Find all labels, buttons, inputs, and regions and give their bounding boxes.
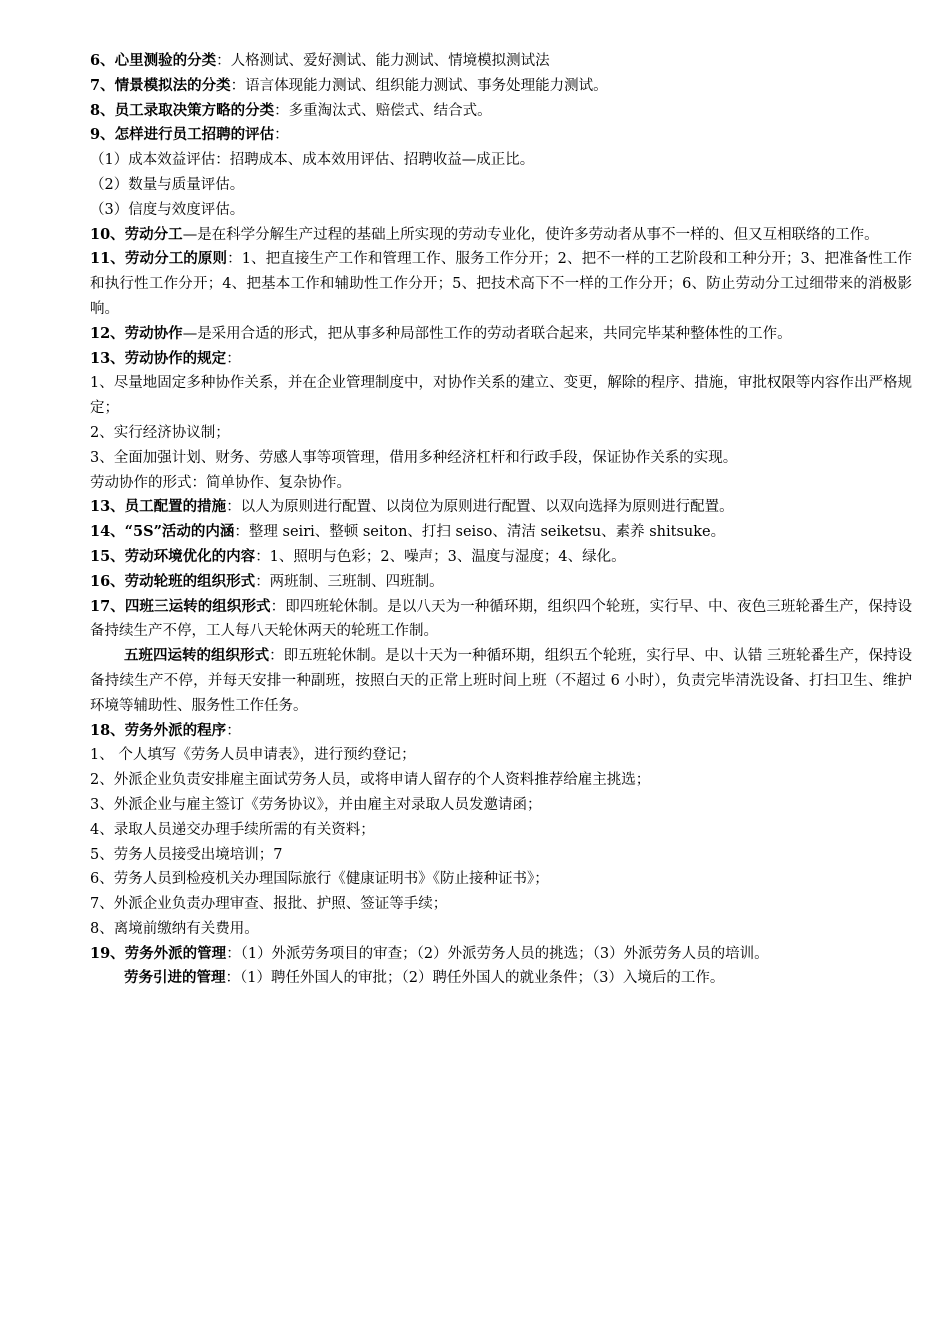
paragraph-text: ：（1）外派劳务项目的审查；（2）外派劳务人员的挑选；（3）外派劳务人员的培训。 bbox=[226, 945, 769, 962]
paragraph-text: 劳动协作的形式：简单协作、复杂协作。 bbox=[90, 474, 351, 491]
paragraph-text: 3、全面加强计划、财务、劳感人事等项管理，借用多种经济杠杆和行政手段，保证协作关系的实现。 bbox=[90, 449, 738, 466]
paragraph-text: ： bbox=[226, 722, 241, 739]
paragraph-term: 16、劳动轮班的组织形式 bbox=[90, 572, 256, 590]
paragraph-text: ：两班制、三班制、四班制。 bbox=[255, 573, 444, 590]
paragraph-text: （1）成本效益评估：招聘成本、成本效用评估、招聘收益—成正比。 bbox=[90, 152, 535, 169]
paragraph-i13c bbox=[90, 446, 912, 471]
paragraph-i18 bbox=[90, 719, 912, 744]
paragraph-term: 12、劳动协作 bbox=[90, 324, 183, 342]
paragraph-i12 bbox=[90, 322, 912, 347]
paragraph-i6 bbox=[90, 49, 912, 74]
paragraph-text: 4、录取人员递交办理手续所需的有关资料； bbox=[90, 821, 375, 838]
paragraph-i13d bbox=[90, 471, 912, 496]
paragraph-term: 13、劳动协作的规定 bbox=[90, 349, 227, 367]
paragraph-i13 bbox=[90, 347, 912, 372]
paragraph-term: 14、“5S”活动的内涵 bbox=[90, 523, 235, 541]
paragraph-text: ： bbox=[274, 127, 289, 144]
paragraph-i18h bbox=[90, 917, 912, 942]
paragraph-i16 bbox=[90, 570, 912, 595]
paragraph-i9a bbox=[90, 148, 912, 173]
paragraph-i17 bbox=[90, 595, 912, 645]
paragraph-text: ：整理 seiri、整顿 seiton、打扫 seiso、清洁 seiketsu、素养 shitsuke。 bbox=[234, 524, 726, 541]
paragraph-i19 bbox=[90, 942, 912, 967]
paragraph-i9 bbox=[90, 123, 912, 148]
paragraph-term: 9、怎样进行员工招聘的评估 bbox=[90, 126, 275, 144]
paragraph-text: ：人格测试、爱好测试、能力测试、情境模拟测试法 bbox=[216, 53, 550, 69]
paragraph-i18g bbox=[90, 892, 912, 917]
paragraph-text: ： bbox=[226, 350, 241, 367]
paragraph-text: 8、离境前缴纳有关费用。 bbox=[90, 920, 259, 937]
paragraph-i11 bbox=[90, 247, 912, 321]
paragraph-text: —是在科学分解生产过程的基础上所实现的劳动专业化，使许多劳动者从事不一样的、但又互相联络的工作。 bbox=[182, 226, 879, 243]
paragraph-i10 bbox=[90, 223, 912, 248]
paragraph-text: 1、 个人填写《劳务人员申请表》，进行预约登记； bbox=[90, 747, 416, 764]
paragraph-term: 6、心里测验的分类 bbox=[90, 52, 217, 69]
paragraph-i7 bbox=[90, 74, 912, 99]
paragraph-term: 17、四班三运转的组织形式 bbox=[90, 597, 271, 615]
paragraph-i18b bbox=[90, 768, 912, 793]
paragraph-text: 7、外派企业负责办理审查、报批、护照、签证等手续； bbox=[90, 896, 448, 913]
paragraph-term: 7、情景模拟法的分类 bbox=[90, 76, 231, 94]
paragraph-i19b bbox=[90, 966, 912, 991]
paragraph-term: 五班四运转的组织形式 bbox=[124, 647, 270, 665]
paragraph-text: 1、尽量地固定多种协作关系，并在企业管理制度中，对协作关系的建立、变更，解除的程序、措施，审批权限等内容作出严格规定； bbox=[90, 375, 912, 417]
paragraph-term: 劳务引进的管理 bbox=[124, 969, 226, 987]
paragraph-term: 19、劳务外派的管理 bbox=[90, 944, 227, 962]
paragraph-i14 bbox=[90, 520, 912, 545]
paragraph-term: 11、劳动分工的原则 bbox=[90, 250, 228, 268]
paragraph-term: 10、劳动分工 bbox=[90, 225, 183, 243]
paragraph-text: 2、外派企业负责安排雇主面试劳务人员，或将申请人留存的个人资料推荐给雇主挑选； bbox=[90, 772, 651, 789]
paragraph-text: ：以人为原则进行配置、以岗位为原则进行配置、以双向选择为原则进行配置。 bbox=[226, 499, 734, 516]
paragraph-text: 2、实行经济协议制； bbox=[90, 424, 230, 441]
paragraph-text: 6、劳务人员到检疫机关办理国际旅行《健康证明书》《防止接种证书》； bbox=[90, 871, 549, 888]
paragraph-text: ：即五班轮休制。是以十天为一种循环期，组织五个轮班，实行早、中、认错 三班轮番生产，保持设备持续生产不停，并每天安排一种副班，按照白天的正常上班时间上班（不超过 6 小时），负责完毕清洗设备、打扫卫生、维护环境等辅助性、服务性工作任务。 bbox=[90, 648, 913, 714]
paragraph-i18f bbox=[90, 867, 912, 892]
paragraph-i18a bbox=[90, 743, 912, 768]
paragraph-term: 18、劳务外派的程序 bbox=[90, 721, 227, 739]
paragraph-text: 5、劳务人员接受出境培训；7 bbox=[90, 846, 283, 863]
paragraph-i13a bbox=[90, 371, 912, 421]
paragraph-text: （3）信度与效度评估。 bbox=[90, 201, 245, 218]
paragraph-text: 3、外派企业与雇主签订《劳务协议》，并由雇主对录取人员发邀请函； bbox=[90, 796, 542, 813]
paragraph-i9c bbox=[90, 198, 912, 223]
paragraph-i18d bbox=[90, 818, 912, 843]
paragraph-text: （2）数量与质量评估。 bbox=[90, 176, 245, 193]
paragraph-i9b bbox=[90, 173, 912, 198]
paragraph-term: 13、员工配置的措施 bbox=[90, 498, 227, 516]
paragraph-text: ：多重淘汰式、赔偿式、结合式。 bbox=[274, 102, 492, 119]
paragraph-i18c bbox=[90, 793, 912, 818]
paragraph-i13b bbox=[90, 421, 912, 446]
paragraph-i8 bbox=[90, 99, 912, 124]
paragraph-i15 bbox=[90, 545, 912, 570]
document-page bbox=[90, 49, 912, 991]
paragraph-i13e bbox=[90, 495, 912, 520]
paragraph-text: ：1、照明与色彩；2、噪声；3、温度与湿度；4、绿化。 bbox=[255, 548, 626, 565]
paragraph-i18e bbox=[90, 843, 912, 868]
paragraph-term: 15、劳动环境优化的内容 bbox=[90, 547, 256, 565]
paragraph-text: ：1、把直接生产工作和管理工作、服务工作分开；2、把不一样的工艺阶段和工种分开；3、把准备性工作和执行性工作分开；4、把基本工作和辅助性工作分开；5、把技术高下不一样的工作分开；6、防止劳动分工过细带来的消极影响。 bbox=[90, 251, 912, 317]
paragraph-text: ：语言体现能力测试、组织能力测试、事务处理能力测试。 bbox=[230, 77, 608, 94]
paragraph-i17b bbox=[90, 644, 912, 718]
paragraph-term: 8、员工录取决策方略的分类 bbox=[90, 101, 275, 119]
paragraph-text: ：即四班轮休制。是以八天为一种循环期，组织四个轮班，实行早、中、夜色三班轮番生产，保持设备持续生产不停，工人每八天轮休两天的轮班工作制。 bbox=[90, 598, 912, 640]
paragraph-text: —是采用合适的形式，把从事多种局部性工作的劳动者联合起来，共同完毕某种整体性的工作。 bbox=[182, 325, 792, 342]
paragraph-text: ：（1）聘任外国人的审批；（2）聘任外国人的就业条件；（3）入境后的工作。 bbox=[225, 970, 725, 987]
